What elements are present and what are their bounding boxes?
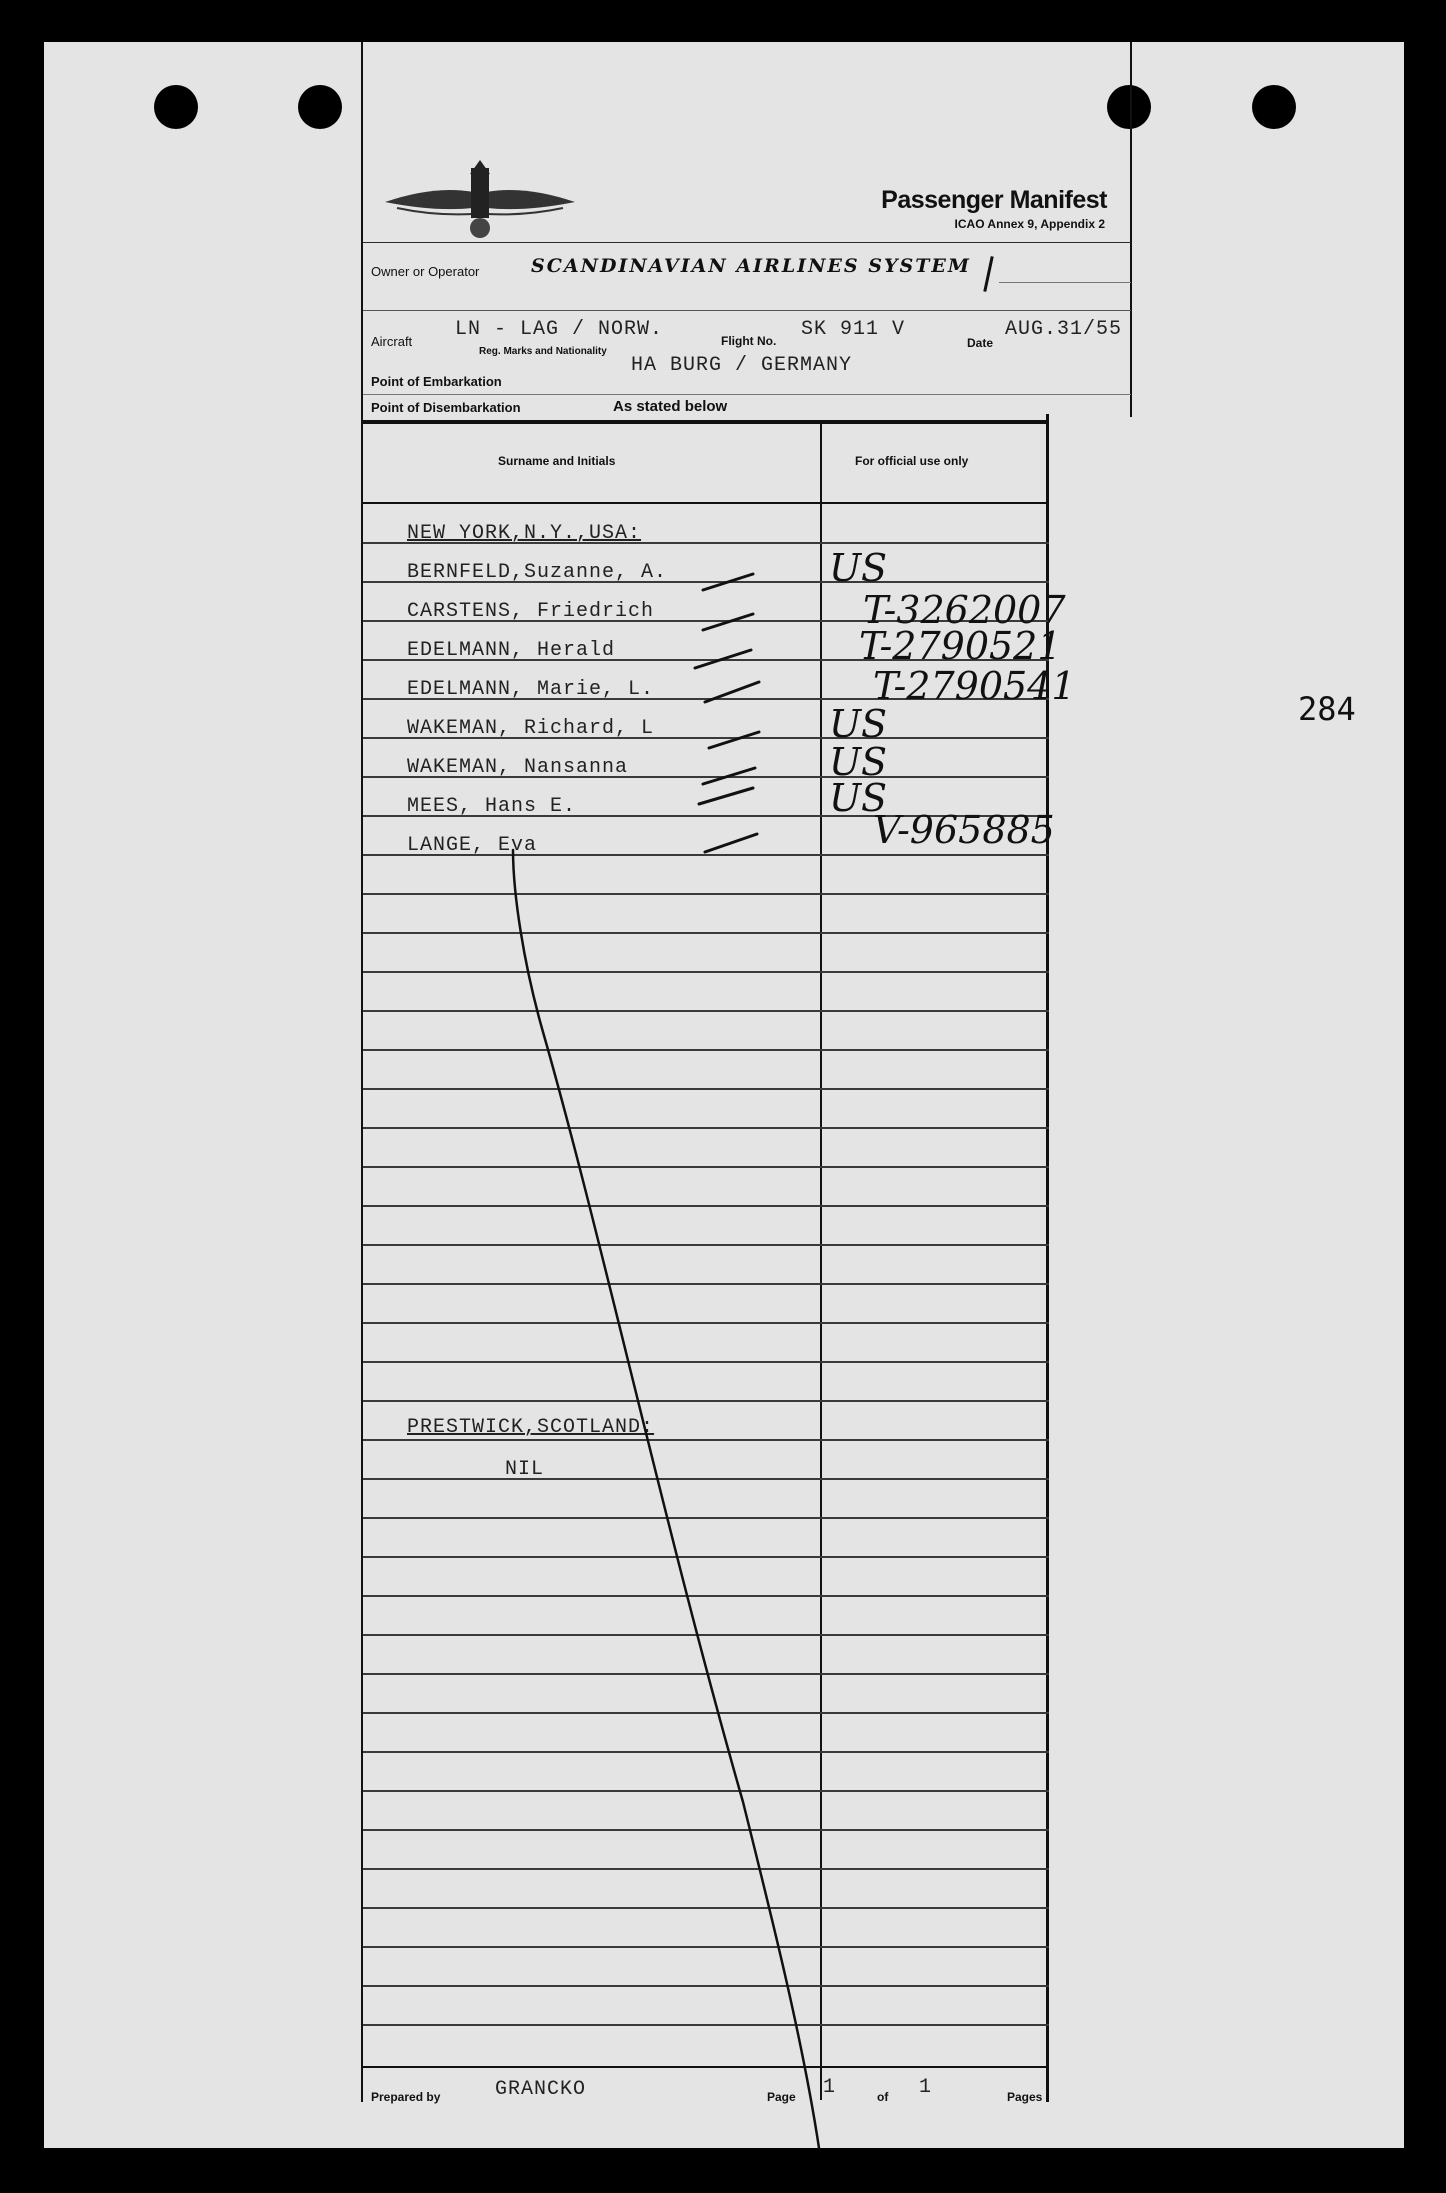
official-entry: T-2790541 (873, 664, 1076, 708)
official-entry: US (829, 546, 888, 590)
punch-hole (298, 85, 342, 129)
page-title: Passenger Manifest (881, 186, 1107, 214)
owner-label: Owner or Operator (371, 264, 480, 279)
embarkation-value: HA BURG / GERMANY (631, 354, 853, 377)
official-entry: V-965885 (873, 808, 1055, 852)
pen-tick (705, 682, 759, 702)
official-entry: US (829, 702, 888, 746)
flight-label: Flight No. (721, 334, 777, 348)
owner-value: SCANDINAVIAN AIRLINES SYSTEM (531, 255, 971, 277)
pen-tick (709, 732, 759, 748)
embarkation-label: Point of Embarkation (371, 374, 502, 389)
disembarkation-value: As stated below (613, 398, 728, 415)
pen-tick (703, 574, 753, 590)
passenger-name: EDELMANN, Herald (407, 639, 616, 662)
aircraft-value: LN - LAG / NORW. (455, 318, 664, 341)
passenger-name: BERNFELD,Suzanne, A. (407, 561, 668, 584)
manifest-sheet (44, 42, 1404, 2148)
surname-column-header: Surname and Initials (498, 454, 616, 468)
passenger-name: WAKEMAN, Richard, L (407, 717, 655, 740)
prepared-by-value: GRANCKO (495, 2078, 587, 2101)
page-subtitle: ICAO Annex 9, Appendix 2 (954, 217, 1105, 231)
date-value: AUG.31/55 (1005, 318, 1123, 341)
page-value: 1 (823, 2076, 837, 2099)
total-pages-value: 1 (919, 2076, 933, 2099)
aircraft-label: Aircraft (371, 334, 413, 349)
of-label: of (877, 2090, 889, 2104)
flight-value: SK 911 V (801, 318, 906, 341)
stamp-number: 284 (1298, 690, 1356, 728)
pen-tick (703, 614, 753, 630)
official-entry: US (829, 740, 888, 784)
passenger-name: LANGE, Eva (407, 834, 538, 857)
pen-tick (703, 768, 755, 784)
official-entry: US (829, 776, 888, 820)
prepared-by-label: Prepared by (371, 2090, 441, 2104)
disembarkation-label: Point of Disembarkation (371, 400, 521, 415)
pen-tick (705, 834, 757, 852)
pen-strokes (363, 42, 1143, 2152)
official-column-header: For official use only (855, 454, 969, 468)
destination-heading: NEW YORK,N.Y.,USA: (407, 522, 642, 545)
passenger-name: EDELMANN, Marie, L. (407, 678, 655, 701)
pen-tick (695, 650, 751, 668)
destination-heading: PRESTWICK,SCOTLAND: (407, 1416, 655, 1439)
date-label: Date (967, 336, 994, 350)
official-entry: T-2790521 (859, 624, 1062, 668)
punch-hole (1252, 85, 1296, 129)
passenger-name: CARSTENS, Friedrich (407, 600, 655, 623)
manifest-form (363, 42, 1135, 2102)
page-label: Page (767, 2090, 796, 2104)
passenger-name: WAKEMAN, Nansanna (407, 756, 629, 779)
passenger-name: MEES, Hans E. (407, 795, 577, 818)
pages-label: Pages (1007, 2090, 1043, 2104)
punch-hole (154, 85, 198, 129)
official-entry: T-3262007 (863, 588, 1066, 632)
pen-line (513, 850, 819, 2148)
nil-note: NIL (505, 1458, 545, 1481)
pen-tick (699, 788, 753, 804)
reg-marks-label: Reg. Marks and Nationality (479, 346, 607, 357)
